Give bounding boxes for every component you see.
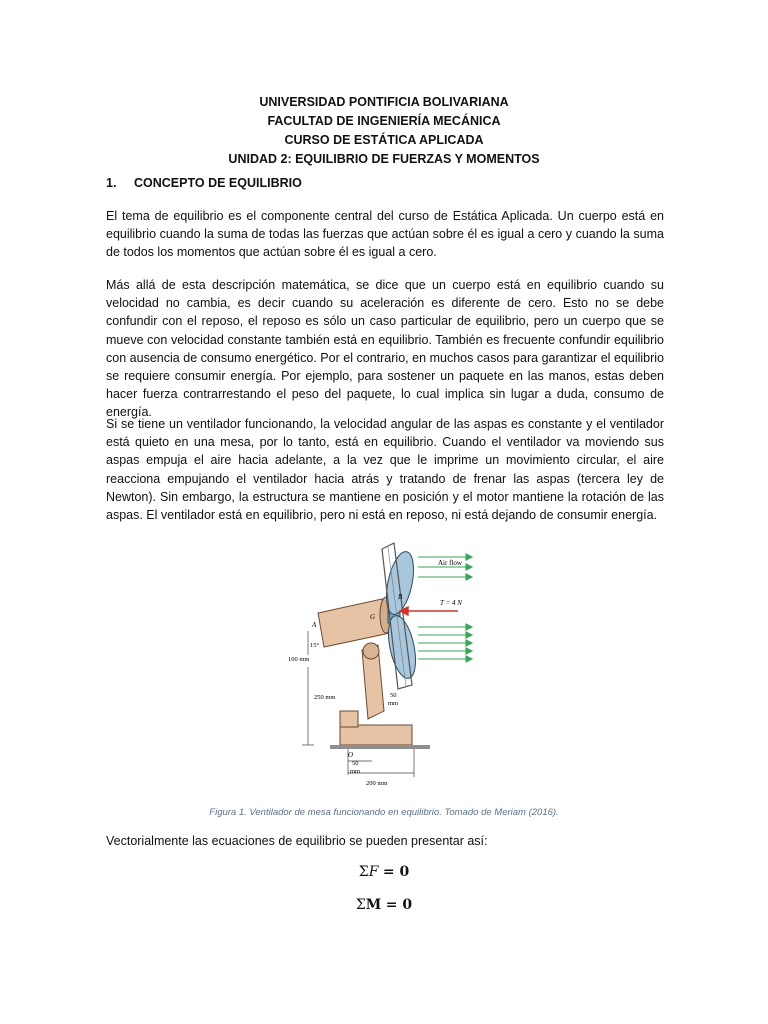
- air-flow-arrows: [418, 554, 472, 662]
- dim-50a-label: 50: [390, 692, 397, 699]
- paragraph-2: Más allá de esta descripción matemática, se dice que un cuerpo está en equilibrio cuando su velocidad no cambia, es decir cuando su aceleración es diferente de cero. Esto no se debe confundir con el reposo, el reposo es sólo un caso particular de equilibrio, pero un cuerpo que se mueve con velocidad constante también está en equilibrio. También es frecuente confundir equilibrio con ausencia de consumo energético. Por el contrario, en muchos casos para garantizar el equilibrio se requiere consumir energía. Por ejemplo, para sostener un paquete en las manos, estas deben hacer fuerza contrarrestando el peso del paquete, lo cual implica sin lugar a duda, consumo de energía.: [106, 278, 664, 420]
- section-title: CONCEPTO DE EQUILIBRIO: [134, 176, 302, 190]
- sigma-symbol: Σ: [355, 897, 366, 913]
- equation-rhs: = 0: [382, 864, 410, 880]
- vector-intro-text: Vectorialmente las ecuaciones de equilibrio se pueden presentar así:: [106, 834, 488, 848]
- motor-housing: [318, 599, 390, 647]
- section-heading: [106, 176, 302, 190]
- paragraph-3: Si se tiene un ventilador funcionando, la velocidad angular de las aspas es constante y el ventilador está quieto en una mesa, por lo tanto, está en equilibrio. Cuando el ventilador va moviendo sus aspas empuja el aire hacia adelante, a la vez que le imprime un movimiento circular, el aire reacciona empujando el ventilador hacia atrás y tratando de frenar las aspas (tercera ley de Newton). Sin embargo, la estructura se mantiene en posición y el motor mantiene la rotación de las aspas. El ventilador está en equilibrio, pero ni está en reposo, ni está dejando de consumir energía.: [106, 417, 664, 523]
- university-name: UNIVERSIDAD PONTIFICIA BOLIVARIANA: [259, 95, 509, 109]
- document-header: [0, 93, 768, 169]
- section-number: 1.: [106, 176, 117, 190]
- equation-moment: [0, 897, 768, 913]
- force-t-label: T = 4 N: [440, 599, 462, 607]
- unit-title: UNIDAD 2: EQUILIBRIO DE FUERZAS Y MOMENTOS: [228, 152, 540, 166]
- force-variable: F: [368, 864, 379, 880]
- moment-variable: M: [365, 897, 382, 913]
- dim-50a-unit: mm: [388, 700, 399, 707]
- point-b-label: B: [398, 593, 403, 601]
- dim-250-label: 250 mm: [314, 694, 336, 701]
- angle-label: 15°: [310, 642, 320, 649]
- fan-diagram: [278, 535, 482, 793]
- paragraph-1: El tema de equilibrio es el componente central del curso de Estática Aplicada. Un cuerpo está en equilibrio cuando la suma de todas las fuerzas que actúan sobre él es igual a cero y cuando la suma de todos los momentos que actúan sobre él es igual a cero.: [106, 209, 664, 260]
- equation-force: [0, 864, 768, 880]
- course-name: CURSO DE ESTÁTICA APLICADA: [284, 133, 484, 147]
- force-arrow: [400, 607, 458, 615]
- point-a-label: A: [312, 621, 317, 629]
- dim-200-label: 200 mm: [366, 780, 388, 787]
- dim-50b-label: 50: [352, 760, 359, 767]
- stand-pivot: [363, 643, 379, 659]
- dim-100-label: 100 mm: [288, 656, 310, 663]
- table-surface: [330, 745, 430, 749]
- point-o-label: O: [348, 751, 354, 759]
- air-flow-label: Air flow: [438, 559, 462, 567]
- sigma-symbol: Σ: [358, 864, 369, 880]
- equation-rhs: = 0: [385, 897, 413, 913]
- figure-caption: Figura 1. Ventilador de mesa funcionando en equilibrio. Tomado de Meriam (2016).: [209, 807, 559, 818]
- point-g-label: G: [370, 613, 376, 621]
- faculty-name: FACULTAD DE INGENIERÍA MECÁNICA: [267, 114, 501, 128]
- dim-50b-unit: mm: [350, 768, 361, 775]
- fan-base: [340, 725, 412, 745]
- fan-base-foot: [340, 711, 358, 727]
